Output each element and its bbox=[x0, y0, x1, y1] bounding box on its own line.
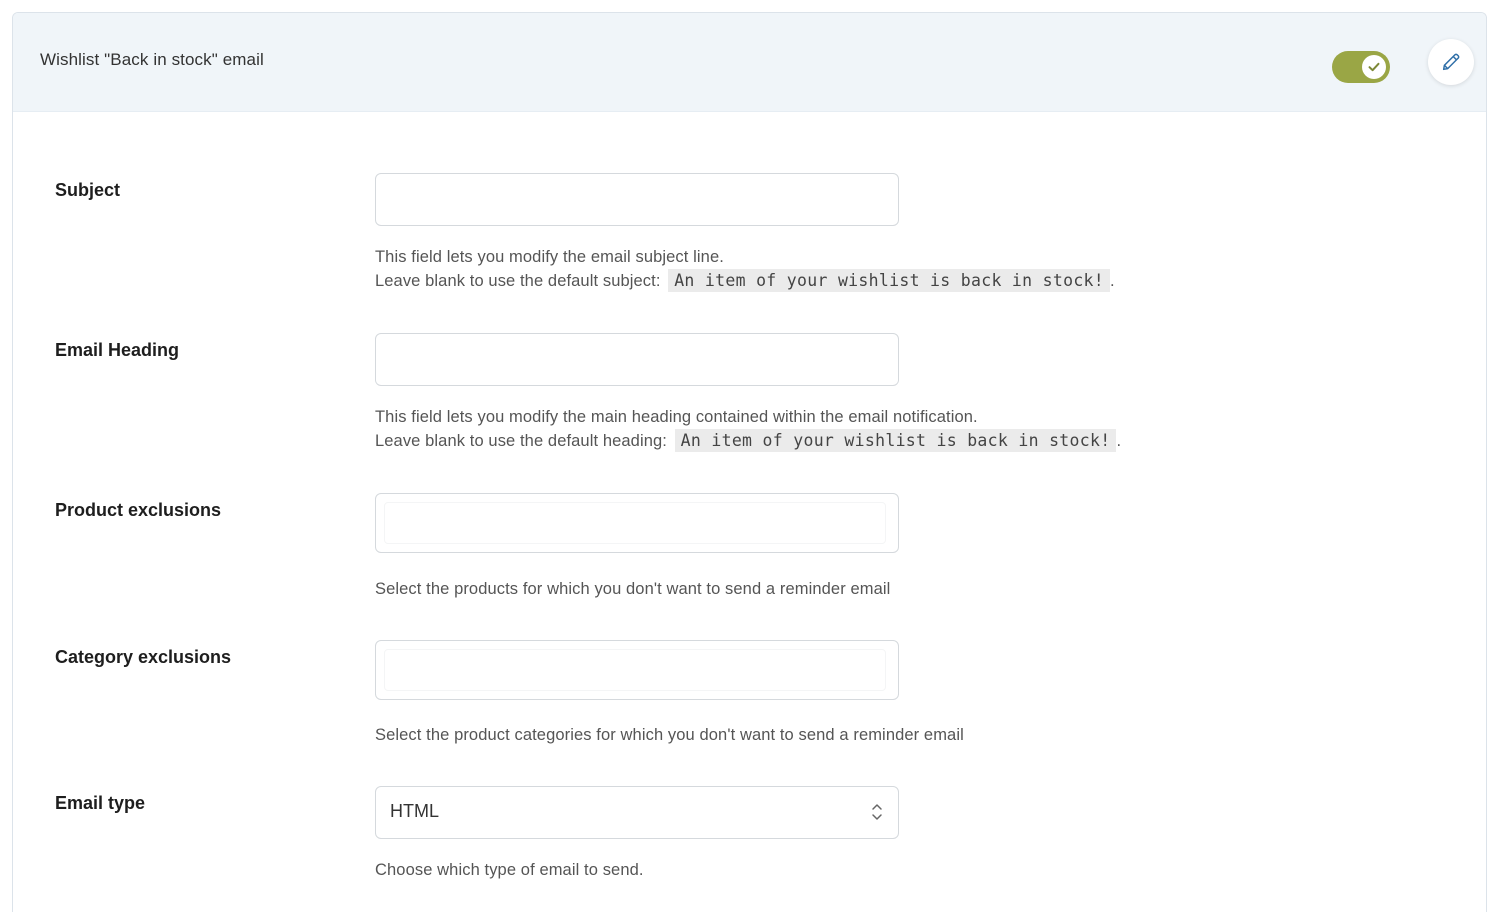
subject-default-value: An item of your wishlist is back in stock! bbox=[668, 269, 1110, 292]
email-type-select[interactable] bbox=[375, 786, 899, 839]
product-exclusions-label: Product exclusions bbox=[55, 500, 222, 520]
panel-title: Wishlist "Back in stock" email bbox=[40, 50, 264, 69]
edit-button[interactable] bbox=[1428, 39, 1474, 85]
email-heading-input[interactable] bbox=[375, 333, 899, 386]
email-heading-help bbox=[375, 405, 1121, 453]
email-settings-panel bbox=[12, 12, 1487, 912]
subject-label: Subject bbox=[55, 180, 121, 200]
email-heading-label: Email Heading bbox=[55, 340, 180, 360]
panel-header bbox=[13, 13, 1486, 112]
toggle-knob bbox=[1362, 55, 1386, 79]
check-icon bbox=[1368, 62, 1380, 72]
email-enabled-toggle[interactable] bbox=[1332, 51, 1390, 83]
subject-help-suffix: . bbox=[1110, 272, 1115, 290]
subject-input-control[interactable] bbox=[376, 174, 898, 225]
email-heading-help-suffix: . bbox=[1116, 432, 1122, 450]
category-exclusions-select[interactable] bbox=[375, 640, 899, 700]
subject-help-line2 bbox=[375, 269, 1115, 293]
chevron-up-down-icon bbox=[870, 801, 884, 823]
email-heading-help-prefix: Leave blank to use the default heading: bbox=[375, 432, 667, 450]
email-type-help: Choose which type of email to send. bbox=[375, 861, 644, 879]
pencil-icon bbox=[1440, 51, 1462, 73]
email-heading-help-line2 bbox=[375, 429, 1121, 453]
subject-help-prefix: Leave blank to use the default subject: bbox=[375, 272, 661, 290]
product-exclusions-search-area[interactable] bbox=[384, 502, 886, 544]
subject-help bbox=[375, 245, 1115, 293]
email-heading-help-line1: This field lets you modify the main heading contained within the email notification. bbox=[375, 408, 978, 426]
category-exclusions-search-area[interactable] bbox=[384, 649, 886, 691]
email-heading-default-value: An item of your wishlist is back in stock! bbox=[675, 429, 1117, 452]
product-exclusions-help: Select the products for which you don't want to send a reminder email bbox=[375, 580, 891, 598]
subject-help-line1: This field lets you modify the email subject line. bbox=[375, 248, 724, 266]
category-exclusions-help: Select the product categories for which you don't want to send a reminder email bbox=[375, 726, 964, 744]
email-type-selected-value: HTML bbox=[390, 801, 439, 821]
product-exclusions-select[interactable] bbox=[375, 493, 899, 553]
category-exclusions-label: Category exclusions bbox=[55, 647, 232, 667]
subject-input[interactable] bbox=[375, 173, 899, 226]
email-heading-input-control[interactable] bbox=[376, 334, 898, 385]
email-type-label: Email type bbox=[55, 793, 146, 813]
